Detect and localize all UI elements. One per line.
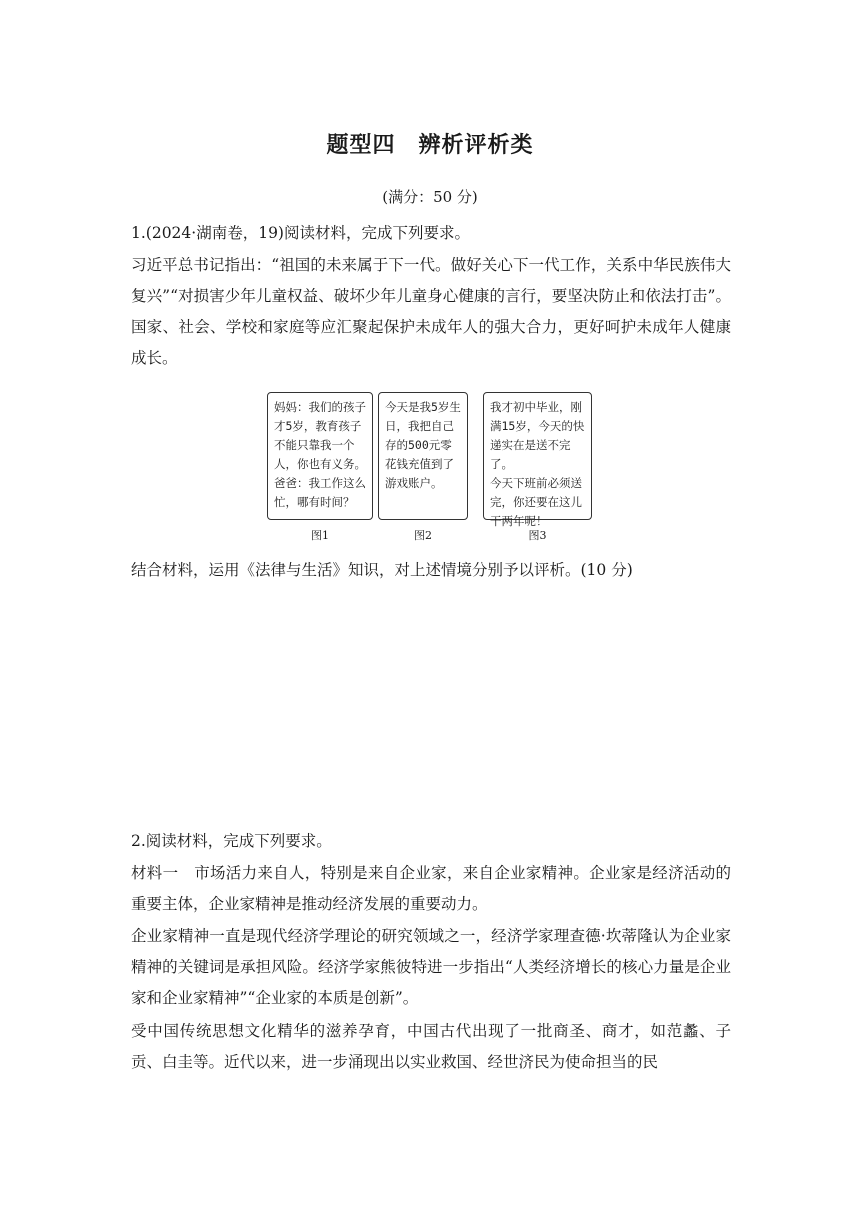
comic-figures bbox=[267, 392, 597, 542]
score-subtitle: (满分：50 分) bbox=[382, 188, 478, 206]
page-title: 题型四 辨析评析类 bbox=[326, 132, 534, 158]
question-1-material: 习近平总书记指出：“祖国的未来属于下一代。做好关心下一代工作，关系中华民族伟大复兴”“对损害少年儿童权益、破坏少年儿童身心健康的言行，要坚决防止和依法打击”。国家、社会、学校和家庭等应汇聚起保护未成年人的强大合力，更好呵护未成年人健康成长。 bbox=[131, 256, 731, 367]
question-2-material-2: 企业家精神一直是现代经济学理论的研究领域之一，经济学家理查德·坎蒂隆认为企业家精神的关键词是承担风险。经济学家熊彼特进一步指出“人类经济增长的核心力量是企业家和企业家精神”“企业家的本质是创新”。 bbox=[131, 927, 731, 1007]
figure-caption-3: 图3 bbox=[528, 529, 547, 542]
question-2-heading: 2.阅读材料，完成下列要求。 bbox=[131, 832, 332, 850]
figure-caption-1: 图1 bbox=[311, 529, 329, 542]
comic-panel-1: 妈妈：我们的孩子才5岁，教育孩子不能只靠我一个人，你也有义务。 爸爸：我工作这么忙，哪有时间？ bbox=[267, 392, 373, 520]
question-1-heading: 1.(2024·湖南卷，19)阅读材料，完成下列要求。 bbox=[131, 224, 470, 242]
question-2-material-1: 材料一 市场活力来自人，特别是来自企业家，来自企业家精神。企业家是经济活动的重要主体，企业家精神是推动经济发展的重要动力。 bbox=[131, 864, 731, 913]
comic-panel-3: 我才初中毕业，刚满15岁，今天的快递实在是送不完了。 今天下班前必须送完，你还要在这儿干两年呢！ bbox=[483, 392, 592, 520]
comic-panel-2: 今天是我5岁生日，我把自己存的500元零花钱充值到了游戏账户。 bbox=[378, 392, 468, 520]
question-2-material-3: 受中国传统思想文化精华的滋养孕育，中国古代出现了一批商圣、商才，如范蠡、子贡、白圭等。近代以来，进一步涌现出以实业救国、经世济民为使命担当的民 bbox=[131, 1022, 731, 1071]
question-1-prompt: 结合材料，运用《法律与生活》知识，对上述情境分别予以评析。(10 分) bbox=[131, 561, 633, 579]
figure-caption-2: 图2 bbox=[414, 529, 432, 542]
